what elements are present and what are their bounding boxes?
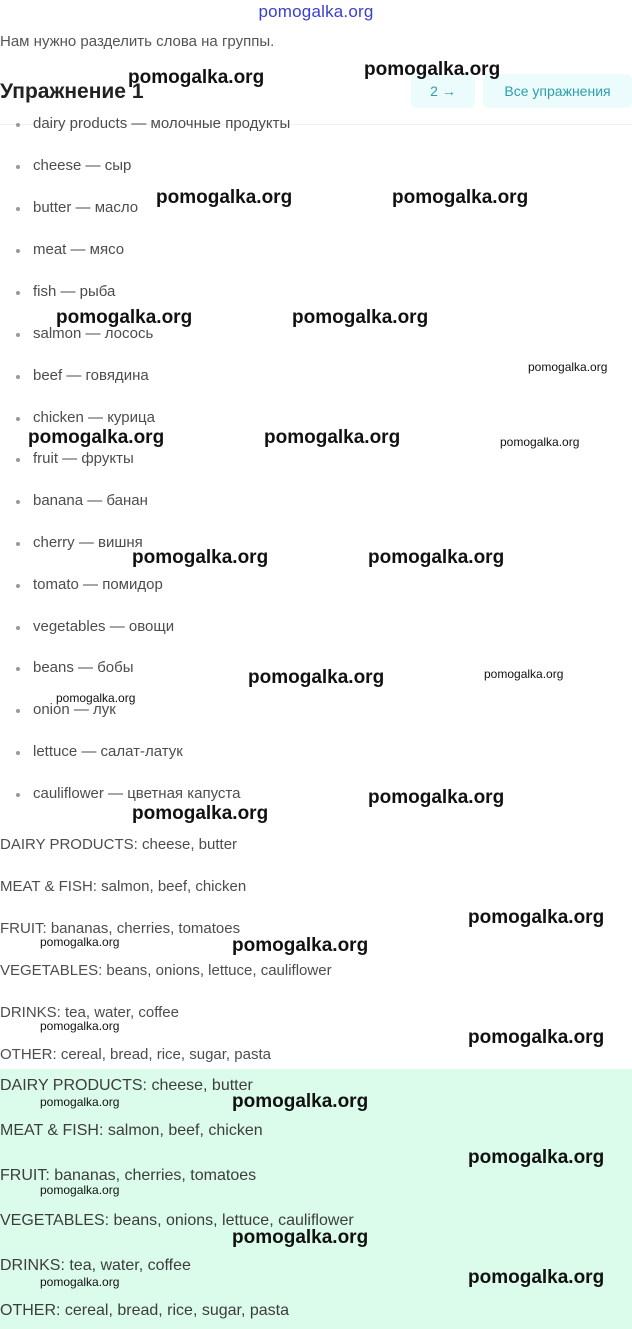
list-item: chicken — курица <box>16 409 155 426</box>
list-item: meat — мясо <box>16 241 124 258</box>
list-item: banana — банан <box>16 492 148 509</box>
intro-text: Нам нужно разделить слова на группы. <box>0 33 275 50</box>
list-item: salmon — лосось <box>16 325 153 342</box>
watermark: pomogalka.org <box>232 1091 369 1112</box>
list-item: fruit — фрукты <box>16 450 134 467</box>
list-item: cauliflower — цветная капуста <box>16 785 240 802</box>
watermark: pomogalka.org <box>468 1027 605 1048</box>
watermark: pomogalka.org <box>292 307 429 328</box>
watermark: pomogalka.org <box>368 547 505 568</box>
answer-line: DRINKS: tea, water, coffee <box>0 1257 191 1274</box>
watermark: pomogalka.org <box>56 691 136 705</box>
watermark: pomogalka.org <box>368 787 505 808</box>
next-exercise-button[interactable]: 2 → <box>411 74 475 108</box>
watermark: pomogalka.org <box>40 1095 120 1109</box>
list-item: tomato — помидор <box>16 576 163 593</box>
group-line: VEGETABLES: beans, onions, lettuce, cauliflower <box>0 962 332 979</box>
watermark: pomogalka.org <box>232 1227 369 1248</box>
watermark: pomogalka.org <box>56 307 193 328</box>
watermark: pomogalka.org <box>132 803 269 824</box>
list-item: dairy products — молочные продукты <box>16 115 290 132</box>
group-line: MEAT & FISH: salmon, beef, chicken <box>0 878 247 895</box>
watermark: pomogalka.org <box>364 59 501 80</box>
watermark: pomogalka.org <box>248 667 385 688</box>
answer-line: VEGETABLES: beans, onions, lettuce, cauliflower <box>0 1212 354 1229</box>
list-item: beef — говядина <box>16 367 149 384</box>
watermark: pomogalka.org <box>392 187 529 208</box>
watermark: pomogalka.org <box>264 427 401 448</box>
answer-line: DAIRY PRODUCTS: cheese, butter <box>0 1077 253 1094</box>
watermark: pomogalka.org <box>468 1147 605 1168</box>
site-watermark-top: pomogalka.org <box>258 2 374 21</box>
watermark: pomogalka.org <box>28 427 165 448</box>
list-item: vegetables — овощи <box>16 618 174 635</box>
list-item: cheese — сыр <box>16 157 131 174</box>
watermark: pomogalka.org <box>500 435 580 449</box>
list-item: fish — рыба <box>16 283 115 300</box>
list-item: cherry — вишня <box>16 534 143 551</box>
watermark: pomogalka.org <box>132 547 269 568</box>
all-exercises-button[interactable]: Все упражнения <box>483 74 632 108</box>
list-item: onion — лук <box>16 701 116 718</box>
watermark: pomogalka.org <box>40 935 120 949</box>
watermark: pomogalka.org <box>528 360 608 374</box>
list-item: lettuce — салат-латук <box>16 743 183 760</box>
watermark: pomogalka.org <box>40 1019 120 1033</box>
answer-line: OTHER: cereal, bread, rice, sugar, pasta <box>0 1302 290 1319</box>
watermark: pomogalka.org <box>40 1275 120 1289</box>
group-line: FRUIT: bananas, cherries, tomatoes <box>0 920 241 937</box>
watermark: pomogalka.org <box>468 1267 605 1288</box>
watermark: pomogalka.org <box>232 935 369 956</box>
answer-line: MEAT & FISH: salmon, beef, chicken <box>0 1122 263 1139</box>
list-item: butter — масло <box>16 199 138 216</box>
answer-line: FRUIT: bananas, cherries, tomatoes <box>0 1167 257 1184</box>
watermark: pomogalka.org <box>484 667 564 681</box>
watermark: pomogalka.org <box>40 1183 120 1197</box>
watermark: pomogalka.org <box>468 907 605 928</box>
list-item: beans — бобы <box>16 659 134 676</box>
watermark: pomogalka.org <box>156 187 293 208</box>
group-line: DAIRY PRODUCTS: cheese, butter <box>0 836 238 853</box>
page-title: Упражнение 1 <box>0 80 144 103</box>
group-line: DRINKS: tea, water, coffee <box>0 1004 179 1021</box>
watermark: pomogalka.org <box>128 67 265 88</box>
group-line: OTHER: cereal, bread, rice, sugar, pasta <box>0 1046 271 1063</box>
